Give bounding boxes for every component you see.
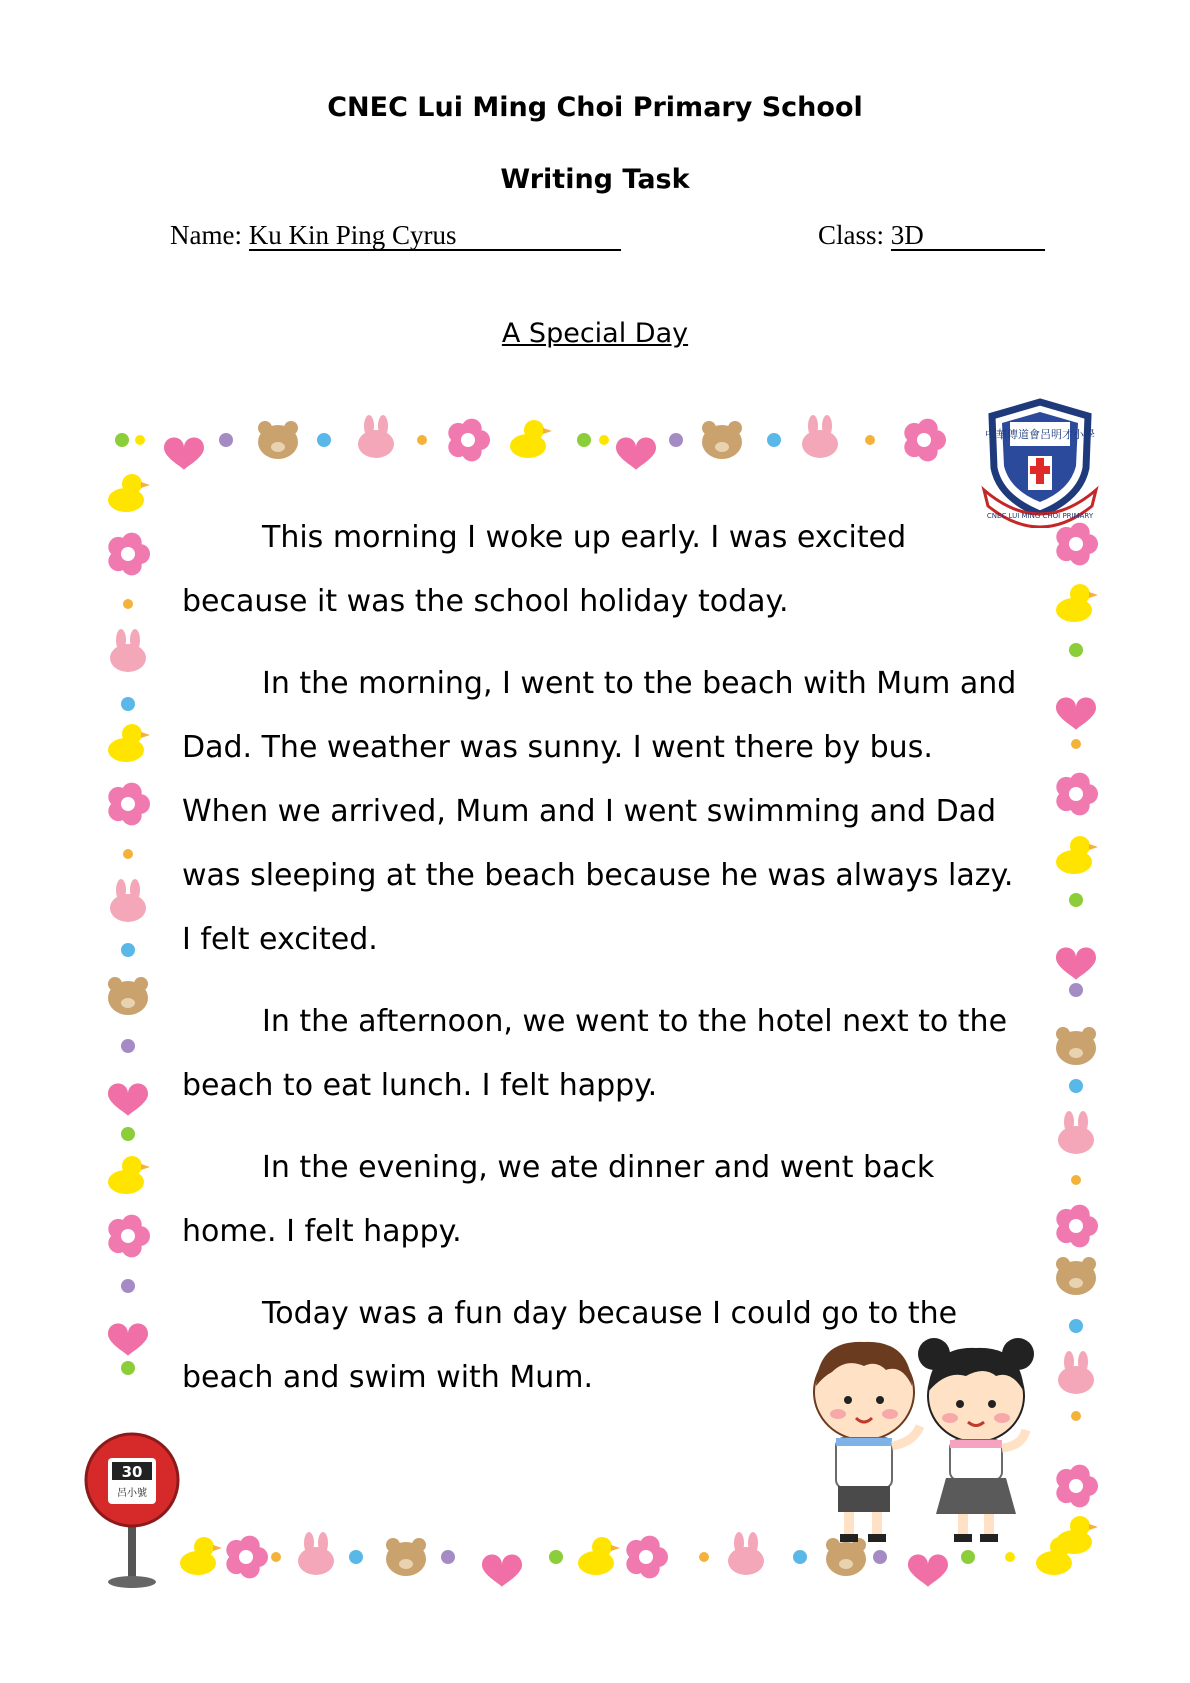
dot-icon — [549, 1550, 563, 1564]
dot-icon — [121, 697, 135, 711]
flower-icon — [108, 783, 150, 826]
flower-icon — [1056, 523, 1098, 566]
school-logo — [980, 398, 1100, 528]
heart-icon — [108, 1084, 148, 1117]
duck-icon — [510, 420, 552, 458]
heart-icon — [482, 1555, 522, 1588]
bus-route-number: 30 — [121, 1463, 143, 1481]
dot-icon — [1069, 1079, 1083, 1093]
dot-icon — [1005, 1552, 1015, 1562]
essay-paragraph: In the afternoon, we went to the hotel next to the beach to eat lunch. I felt happy. — [182, 1004, 1008, 1103]
bunny-icon — [358, 415, 394, 458]
dot-icon — [961, 1550, 975, 1564]
bus-stop-name: 呂小號 — [117, 1488, 147, 1499]
heart-icon — [908, 1555, 948, 1588]
kids-illustration — [806, 1330, 1036, 1550]
dot-icon — [767, 433, 781, 447]
duck-icon — [108, 724, 150, 762]
heart-icon — [1056, 948, 1096, 981]
bear-icon — [702, 421, 742, 459]
flower-icon — [108, 1215, 150, 1258]
logo-ring-text: CNEC LUI MING CHOI PRIMARY — [986, 512, 1094, 520]
dot-icon — [135, 435, 145, 445]
dot-icon — [873, 1550, 887, 1564]
class-label: Class: — [818, 220, 885, 250]
bunny-icon — [110, 879, 146, 922]
duck-icon — [1056, 584, 1098, 622]
bear-icon — [386, 1538, 426, 1576]
duck-icon — [108, 474, 150, 512]
bunny-icon — [728, 1532, 764, 1575]
bunny-icon — [802, 415, 838, 458]
dot-icon — [1069, 643, 1083, 657]
bus-stop-sign — [78, 1430, 188, 1590]
dot-icon — [1071, 1411, 1081, 1421]
dot-icon — [121, 1039, 135, 1053]
bunny-icon — [1058, 1351, 1094, 1394]
heart-icon — [164, 438, 204, 471]
bunny-icon — [298, 1532, 334, 1575]
flower-icon — [1056, 773, 1098, 816]
dot-icon — [865, 435, 875, 445]
duck-icon — [578, 1537, 620, 1575]
essay-paragraph: Today was a fun day because I could go to the beach and swim with Mum. — [182, 1296, 958, 1395]
dot-icon — [417, 435, 427, 445]
bear-icon — [1056, 1027, 1096, 1065]
flower-icon — [1056, 1465, 1098, 1508]
dot-icon — [121, 1127, 135, 1141]
essay-title: A Special Day — [501, 318, 689, 349]
flower-icon — [1056, 1205, 1098, 1248]
boy-figure — [814, 1342, 920, 1542]
flower-icon — [226, 1536, 268, 1579]
duck-icon — [1056, 836, 1098, 874]
dot-icon — [699, 1552, 709, 1562]
heart-icon — [1056, 698, 1096, 731]
bunny-icon — [110, 629, 146, 672]
girl-figure — [918, 1338, 1034, 1542]
dot-icon — [121, 1279, 135, 1293]
heart-icon — [616, 438, 656, 471]
dot-icon — [1069, 893, 1083, 907]
dot-icon — [1069, 1319, 1083, 1333]
bunny-icon — [1058, 1111, 1094, 1154]
bear-icon — [108, 977, 148, 1015]
duck-icon — [1056, 1516, 1098, 1554]
dot-icon — [669, 433, 683, 447]
dot-icon — [123, 599, 133, 609]
dot-icon — [115, 433, 129, 447]
name-value: Ku Kin Ping Cyrus — [249, 221, 621, 251]
name-label: Name: — [170, 220, 242, 250]
dot-icon — [123, 849, 133, 859]
school-name: CNEC Lui Ming Choi Primary School — [327, 92, 863, 123]
dot-icon — [121, 943, 135, 957]
dot-icon — [1071, 739, 1081, 749]
dot-icon — [793, 1550, 807, 1564]
flower-icon — [448, 419, 490, 462]
flower-icon — [626, 1536, 668, 1579]
duck-icon — [108, 1156, 150, 1194]
dot-icon — [317, 433, 331, 447]
essay-paragraph: In the evening, we ate dinner and went back home. I felt happy. — [182, 1150, 935, 1249]
essay-paragraph: This morning I woke up early. I was excited because it was the school holiday today. — [182, 520, 907, 619]
dot-icon — [219, 433, 233, 447]
task-title: Writing Task — [500, 164, 690, 195]
dot-icon — [577, 433, 591, 447]
logo-chinese-text: 中華傳道會呂明才小學 — [985, 428, 1095, 441]
bear-icon — [258, 421, 298, 459]
flower-icon — [904, 419, 946, 462]
bear-icon — [1056, 1257, 1096, 1295]
heart-icon — [108, 1324, 148, 1357]
dot-icon — [1071, 1175, 1081, 1185]
flower-icon — [108, 533, 150, 576]
dot-icon — [349, 1550, 363, 1564]
dot-icon — [271, 1552, 281, 1562]
class-value: 3D — [891, 221, 1045, 251]
essay-paragraph: In the morning, I went to the beach with Mum and Dad. The weather was sunny. I went there by bus. When we arrived, Mum and I went swimming and Dad was sleeping at the beach because he was always lazy. I felt excited. — [182, 666, 1017, 957]
dot-icon — [599, 435, 609, 445]
dot-icon — [1069, 983, 1083, 997]
dot-icon — [121, 1361, 135, 1375]
dot-icon — [441, 1550, 455, 1564]
